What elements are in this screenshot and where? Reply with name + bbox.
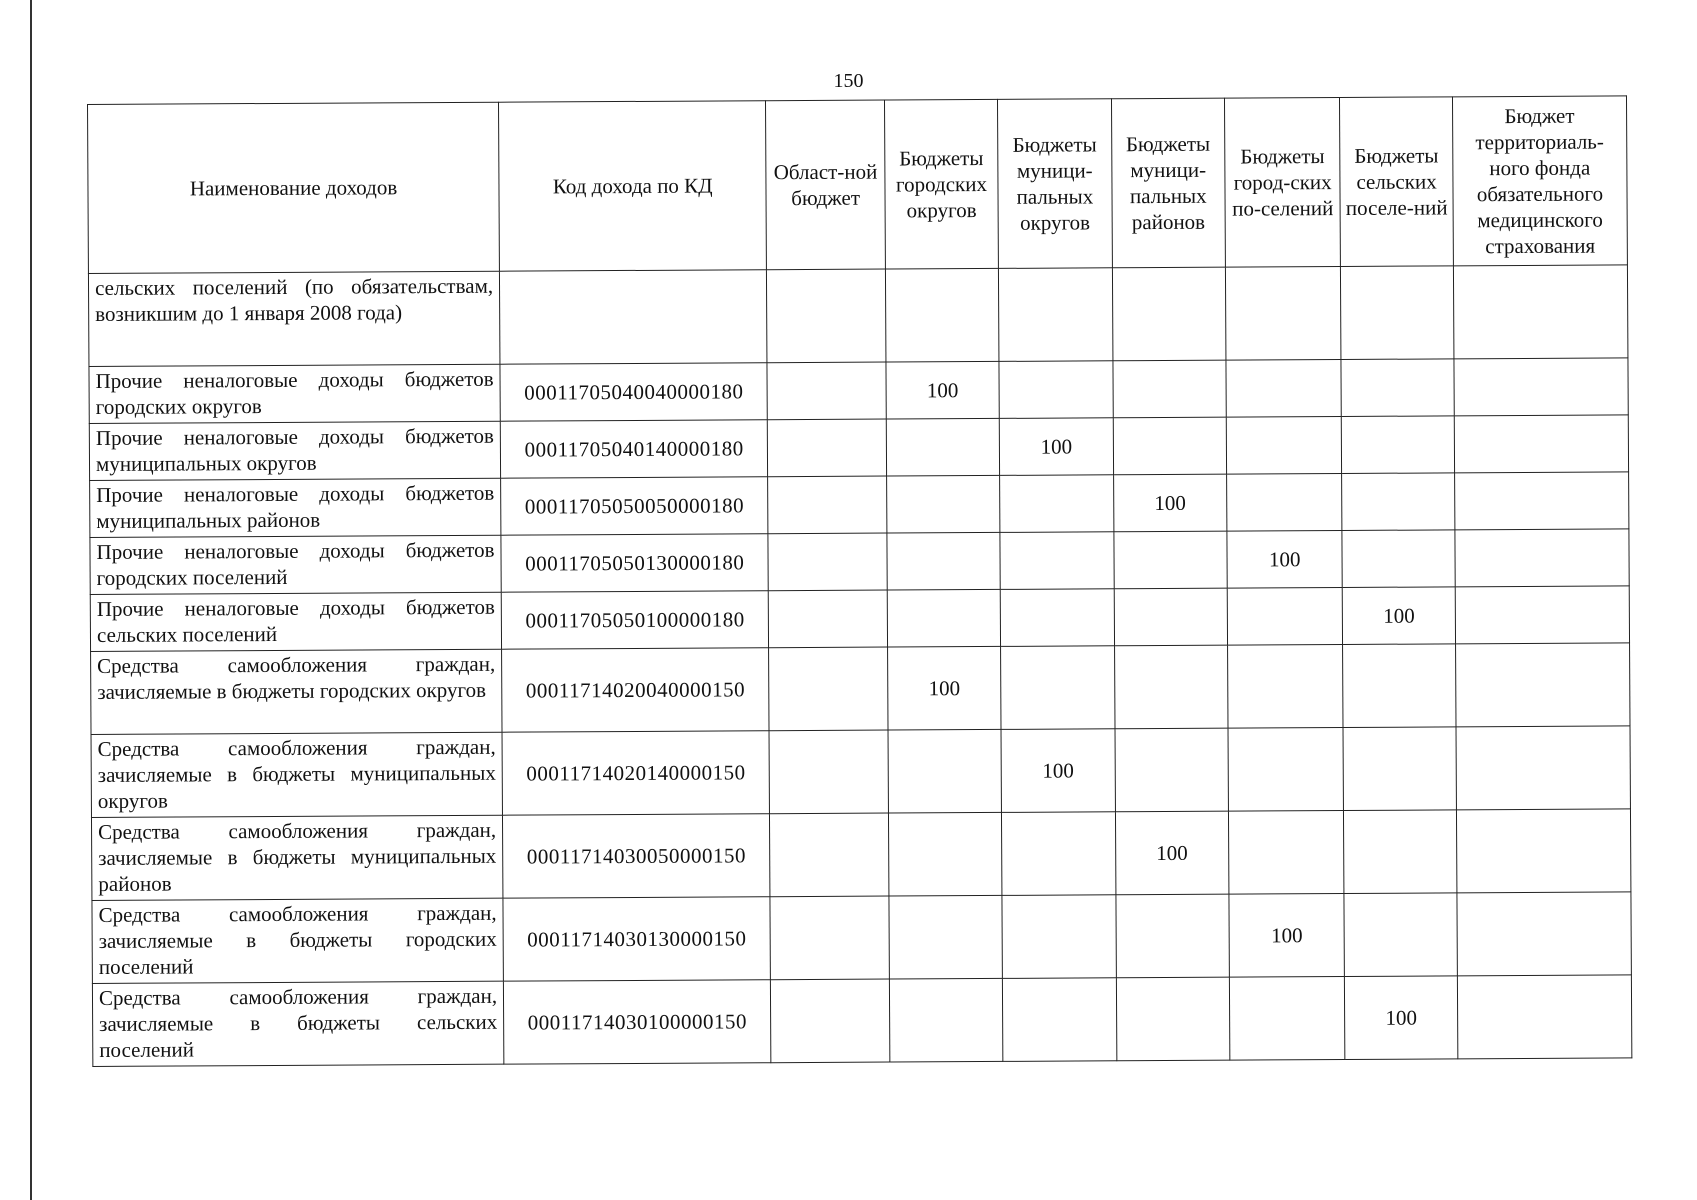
value-cell <box>1342 473 1455 531</box>
value-cell <box>1455 643 1630 727</box>
value-cell <box>1116 894 1230 978</box>
value-cell <box>999 268 1113 362</box>
value-cell <box>1002 812 1116 896</box>
income-code-cell <box>500 270 768 364</box>
value-cell <box>1228 727 1344 811</box>
value-cell <box>1454 358 1629 416</box>
income-code-cell: 00011714020140000150 <box>502 731 770 815</box>
value-cell <box>1001 646 1115 730</box>
table-row <box>91 643 1630 735</box>
value-cell <box>1343 644 1456 728</box>
value-cell <box>1226 359 1342 417</box>
table-row <box>90 529 1629 595</box>
income-name-cell: Прочие неналоговые доходы бюджетов муниципальных округов <box>89 421 500 480</box>
value-cell <box>769 590 888 648</box>
value-cell <box>1228 644 1344 728</box>
value-cell: 100 <box>1227 530 1343 588</box>
value-cell <box>1457 892 1632 976</box>
value-cell <box>887 589 1001 647</box>
header-income-name: Наименование доходов <box>88 102 500 273</box>
value-cell: 100 <box>1343 587 1456 645</box>
income-code-cell: 00011714030100000150 <box>503 980 771 1064</box>
value-cell <box>888 729 1002 813</box>
value-cell <box>1342 530 1455 588</box>
value-cell <box>1457 975 1632 1059</box>
income-name-cell: Средства самообложения граждан, зачисляемые в бюджеты городских поселений <box>92 898 504 983</box>
value-cell: 100 <box>1345 976 1458 1060</box>
value-cell <box>887 532 1001 590</box>
income-code-cell: 00011714030050000150 <box>503 814 771 898</box>
table-row <box>92 975 1631 1067</box>
value-cell <box>1454 472 1629 530</box>
header-rural-settlements: Бюджеты сельских поселе-ний <box>1340 97 1453 267</box>
value-cell <box>1000 589 1114 647</box>
value-cell <box>1003 978 1117 1062</box>
income-name-cell: Прочие неналоговые доходы бюджетов сельских поселений <box>90 592 501 651</box>
value-cell <box>886 475 1000 533</box>
value-cell <box>1343 727 1456 811</box>
value-cell <box>885 268 999 362</box>
header-city-districts: Бюджеты городских округов <box>884 99 998 269</box>
value-cell <box>767 362 886 420</box>
income-code-cell: 00011705050050000180 <box>501 477 769 535</box>
header-municipal-districts: Бюджеты муници-пальных округов <box>998 99 1112 269</box>
value-cell <box>770 813 889 897</box>
table-row <box>91 809 1630 901</box>
value-cell <box>1341 359 1454 417</box>
value-cell <box>1227 587 1343 645</box>
value-cell <box>1112 267 1226 361</box>
value-cell <box>1228 810 1344 894</box>
header-income-code: Код дохода по КД <box>499 101 767 271</box>
value-cell <box>767 269 886 363</box>
income-name-cell: Средства самообложения граждан, зачисляемые в бюджеты сельских поселений <box>92 981 504 1066</box>
income-name-cell: Средства самообложения граждан, зачисляемые в бюджеты городских округов <box>91 649 503 734</box>
value-cell <box>1002 895 1116 979</box>
income-name-cell: Прочие неналоговые доходы бюджетов городских поселений <box>90 535 501 594</box>
header-municipal-regions: Бюджеты муници-пальных районов <box>1111 98 1225 268</box>
value-cell <box>1456 809 1631 893</box>
value-cell <box>1455 586 1630 644</box>
table-header-row <box>88 96 1628 274</box>
value-cell <box>768 476 887 534</box>
income-name-cell: Средства самообложения граждан, зачисляемые в бюджеты муниципальных районов <box>91 815 503 900</box>
value-cell: 100 <box>887 646 1001 730</box>
value-cell <box>889 978 1003 1062</box>
value-cell <box>1113 360 1227 418</box>
value-cell <box>1344 893 1457 977</box>
revenue-table-sheet <box>87 95 1632 1067</box>
value-cell <box>1341 266 1454 360</box>
value-cell <box>886 418 1000 476</box>
value-cell <box>1114 645 1228 729</box>
value-cell <box>1115 728 1229 812</box>
income-name-cell: сельских поселений (по обязательствам, возникшим до 1 января 2008 года) <box>88 271 500 366</box>
value-cell: 100 <box>1115 811 1229 895</box>
header-urban-settlements: Бюджеты город-ских по-селений <box>1224 98 1340 268</box>
value-cell <box>1226 416 1342 474</box>
value-cell <box>1000 532 1114 590</box>
income-code-cell: 00011714020040000150 <box>502 648 770 732</box>
binding-edge-line <box>30 0 32 1200</box>
value-cell <box>770 896 889 980</box>
table-row <box>89 415 1628 481</box>
table-row <box>91 726 1630 818</box>
income-code-cell: 00011705040140000180 <box>500 420 768 478</box>
table-row <box>89 358 1628 424</box>
revenue-table <box>87 95 1632 1067</box>
value-cell <box>768 419 887 477</box>
value-cell <box>1342 416 1455 474</box>
value-cell <box>769 730 888 814</box>
value-cell <box>771 979 890 1063</box>
value-cell <box>999 361 1113 419</box>
income-code-cell: 00011705040040000180 <box>500 363 768 421</box>
table-row <box>90 586 1629 652</box>
page-number: 150 <box>833 70 864 92</box>
value-cell <box>1344 810 1457 894</box>
income-code-cell: 00011705050130000180 <box>501 534 769 592</box>
value-cell: 100 <box>1229 893 1345 977</box>
table-row <box>90 472 1629 538</box>
value-cell <box>1113 417 1227 475</box>
table-row <box>88 265 1627 367</box>
income-name-cell: Прочие неналоговые доходы бюджетов городских округов <box>89 364 500 423</box>
table-row <box>92 892 1631 984</box>
header-medical-fund: Бюджет территориаль-ного фонда обязательного медицинского страхования <box>1452 96 1627 266</box>
income-code-cell: 00011714030130000150 <box>503 897 771 981</box>
value-cell <box>1453 265 1628 359</box>
value-cell <box>1000 475 1114 533</box>
value-cell: 100 <box>886 361 1000 419</box>
value-cell <box>1114 588 1228 646</box>
value-cell <box>1113 531 1227 589</box>
value-cell: 100 <box>999 418 1113 476</box>
value-cell <box>1229 976 1345 1060</box>
value-cell <box>888 812 1002 896</box>
value-cell <box>889 895 1003 979</box>
income-name-cell: Средства самообложения граждан, зачисляемые в бюджеты муниципальных округов <box>91 732 503 817</box>
value-cell <box>1454 415 1629 473</box>
value-cell <box>1456 726 1631 810</box>
header-regional-budget: Област-ной бюджет <box>766 100 885 270</box>
value-cell: 100 <box>1001 729 1115 813</box>
income-code-cell: 00011705050100000180 <box>501 591 769 649</box>
value-cell <box>1225 266 1341 360</box>
value-cell <box>1227 473 1343 531</box>
value-cell <box>768 533 887 591</box>
value-cell: 100 <box>1113 474 1227 532</box>
value-cell <box>1455 529 1630 587</box>
income-name-cell: Прочие неналоговые доходы бюджетов муниципальных районов <box>90 478 501 537</box>
value-cell <box>769 647 888 731</box>
value-cell <box>1116 977 1230 1061</box>
